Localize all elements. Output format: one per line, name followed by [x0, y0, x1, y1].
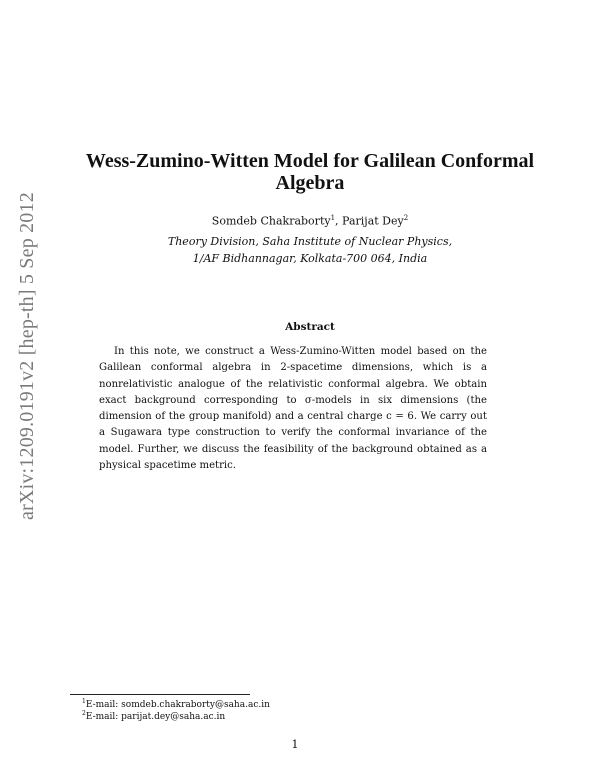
paper-title-line-1: Wess-Zumino-Witten Model for Galilean Conformal: [85, 150, 535, 172]
abstract-body: In this note, we construct a Wess-Zumino-Witten model based on the Galilean conformal algebra in 2-spacetime dimensions, which is a nonrelativistic analogue of the relativistic conformal algebra. We obtain exact background corresponding to σ-models in six dimensions (the dimension of the group manifold) and a central charge c = 6. We carry out a Sugawara type construction to verify the conformal invariance of the model. Further, we discuss the feasibility of the background obtained as a physical spacetime metric.: [99, 346, 487, 472]
paper-title: [60, 150, 560, 194]
author-name: Parijat Dey: [342, 214, 404, 228]
affiliation-line: Theory Division, Saha Institute of Nuclear Physics,: [167, 235, 453, 248]
footnote: [82, 710, 225, 722]
author-footnote-mark: 1: [330, 214, 336, 222]
affiliation-line: 1/AF Bidhannagar, Kolkata-700 064, India: [192, 252, 428, 265]
author-separator: ,: [335, 214, 343, 228]
author-name: Somdeb Chakraborty: [211, 214, 331, 228]
paper-title-line-2: Algebra: [275, 172, 345, 194]
footnote-text: E-mail: somdeb.chakraborty@saha.ac.in: [85, 700, 270, 710]
abstract-heading: Abstract: [285, 321, 335, 333]
arxiv-identifier-stamp: arXiv:1209.0191v2 [hep-th] 5 Sep 2012: [16, 192, 38, 520]
page-number: 1: [291, 738, 299, 751]
footnote: [82, 698, 270, 710]
footnote-divider: [70, 694, 250, 695]
author-footnote-mark: 2: [403, 214, 409, 222]
footnote-text: E-mail: parijat.dey@saha.ac.in: [85, 712, 226, 722]
author-list: [60, 214, 560, 228]
footnote-mark: 1: [82, 698, 86, 705]
footnote-mark: 2: [82, 710, 86, 717]
